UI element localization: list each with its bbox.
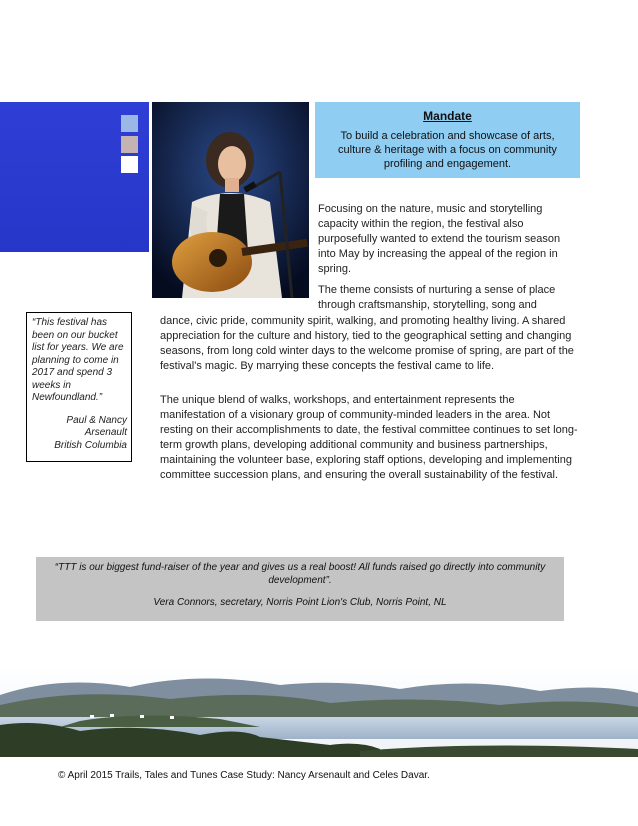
landscape-photo — [0, 665, 638, 757]
accent-square-white — [121, 156, 138, 173]
lions-club-quote-box — [36, 557, 564, 621]
accent-square-light-blue — [121, 115, 138, 132]
paragraph-theme-continued: dance, civic pride, community spirit, walking, and promoting healthy living. A shared appreciation for the culture and history, tied to the geographical setting and changing seasons, from long cold winter days to the welcome promise of spring, are part of the festival's magic. By marrying these concepts the festival came to life. — [160, 315, 574, 372]
paragraph-theme-lead: The theme consists of nurturing a sense of place through craftsmanship, storytelling, song and — [318, 284, 556, 311]
visitor-testimonial-box — [26, 312, 132, 462]
mandate-box — [315, 102, 580, 178]
visitor-place: British Columbia — [54, 439, 127, 451]
mandate-title: Mandate — [423, 109, 472, 123]
paragraph-unique-blend: The unique blend of walks, workshops, and entertainment represents the manifestation of a visionary group of community-minded leaders in the area. Not resting on their accomplishments to date, the festival committee continues to set long-term growth plans, developing additional community and business partnerships, maintaining the volunteer base, exploring staff options, developing and implementing committee succession plans, and ensuring the overall sustainability of the festival. — [160, 394, 578, 481]
mandate-text: To build a celebration and showcase of arts, culture & heritage with a focus on community profiling and engagement. — [338, 130, 557, 170]
visitor-quote: “This festival has been on our bucket list for years. We are planning to come in 2017 and spend 3 weeks in Newfoundland.” — [32, 317, 124, 403]
footer-copyright: © April 2015 Trails, Tales and Tunes Case Study: Nancy Arsenault and Celes Davar. — [58, 770, 430, 781]
lions-club-attribution: Vera Connors, secretary, Norris Point Lion's Club, Norris Point, NL — [153, 597, 447, 608]
performer-photo — [152, 102, 309, 298]
paragraph-tourism-season: Focusing on the nature, music and storytelling capacity within the region, the festival also purposefully wanted to extend the tourism season into May by increasing the appeal of the region in spring. — [318, 203, 561, 275]
visitor-surname: Arsenault — [84, 427, 127, 438]
lions-club-quote: “TTT is our biggest fund-raiser of the year and gives us a real boost! All funds raised go directly into community development”. — [54, 562, 546, 586]
accent-square-mauve — [121, 136, 138, 153]
visitor-name: Paul & Nancy — [66, 414, 127, 426]
